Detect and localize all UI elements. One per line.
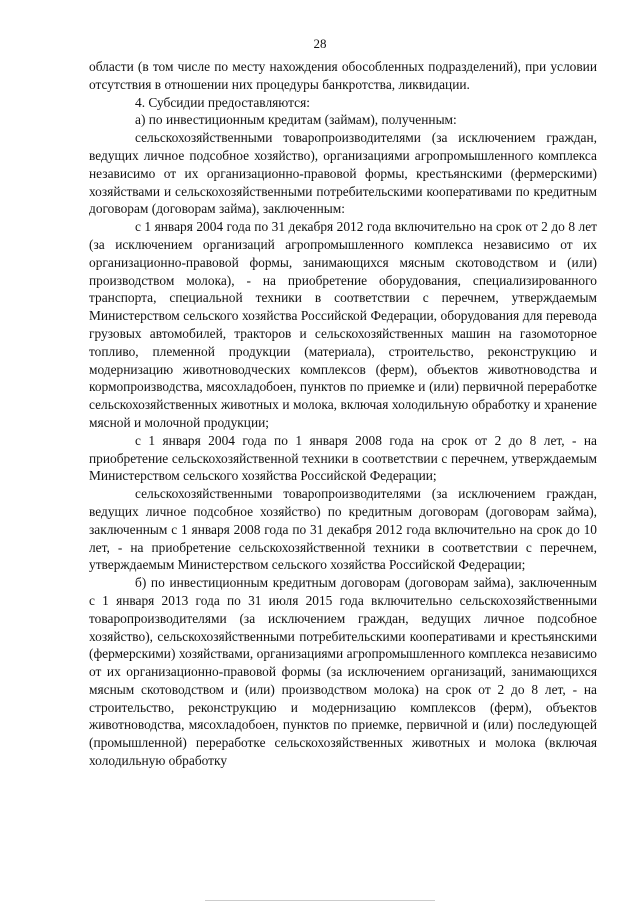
- document-body: [89, 58, 597, 770]
- paragraph: б) по инвестиционным кредитным договорам (договорам займа), заключенным с 1 января 2013 года по 31 июля 2015 года включительно сельскохозяйственными товаропроизводителями (за исключением граждан, ведущих личное подсобное хозяйство), сельскохозяйственными потребительскими кооперативами и крестьянскими (фермерскими) хозяйствами, организациями агропромышленного комплекса независимо от их организационно-правовой формы (за исключением организаций, занимающихся мясным скотоводством и (или) производством молока) на срок от 2 до 8 лет, - на строительство, реконструкцию и модернизацию комплексов (ферм), объектов животноводства, мясохладобоен, пунктов по приемке, первичной и (или) последующей (промышленной) переработке сельскохозяйственных животных и молока (включая холодильную обработку: [89, 575, 597, 769]
- paragraph: 4. Субсидии предоставляются:: [135, 94, 310, 110]
- scan-artifact-line: [205, 900, 435, 901]
- paragraph: а) по инвестиционным кредитам (займам), полученным:: [135, 112, 457, 128]
- paragraph: сельскохозяйственными товаропроизводителями (за исключением граждан, ведущих личное подсобное хозяйство) по кредитным договорам (договорам займа), заключенным с 1 января 2008 года по 31 декабря 2012 года включительно на срок до 10 лет, - на приобретение сельскохозяйственной техники в соответствии с перечнем, утверждаемым Министерством сельского хозяйства Российской Федерации;: [89, 486, 597, 573]
- page-number: 28: [313, 36, 327, 51]
- paragraph: сельскохозяйственными товаропроизводителями (за исключением граждан, ведущих личное подсобное хозяйство), организациями агропромышленного комплекса независимо от их организационно-правовой формы, крестьянскими (фермерскими) хозяйствами и сельскохозяйственными потребительскими кооперативами по кредитным договорам (договорам займа), заключенным:: [89, 130, 597, 217]
- paragraph: области (в том числе по месту нахождения обособленных подразделений), при условии отсутствия в отношении них процедуры банкротства, ликвидации.: [89, 59, 597, 92]
- paragraph: с 1 января 2004 года по 1 января 2008 года на срок от 2 до 8 лет, - на приобретение сельскохозяйственной техники в соответствии с перечнем, утверждаемым Министерством сельского хозяйства Российской Федерации;: [89, 432, 597, 484]
- paragraph: с 1 января 2004 года по 31 декабря 2012 года включительно на срок от 2 до 8 лет (за исключением организаций агропромышленного комплекса независимо от их организационно-правовой формы, занимающихся мясным скотоводством и (или) производством молока), - на приобретение оборудования, специализированного транспорта, специальной техники в соответствии с перечнем, утверждаемым Министерством сельского хозяйства Российской Федерации, оборудования для перевода грузовых автомобилей, тракторов и сельскохозяйственных машин на газомоторное топливо, племенной продукции (материала), строительство, реконструкцию и модернизацию животноводческих комплексов (ферм), объектов животноводства и кормопроизводства, мясохладобоен, пунктов по приемке и (или) первичной переработке сельскохозяйственных животных и молока, включая холодильную обработку и хранение мясной и молочной продукции;: [89, 219, 597, 430]
